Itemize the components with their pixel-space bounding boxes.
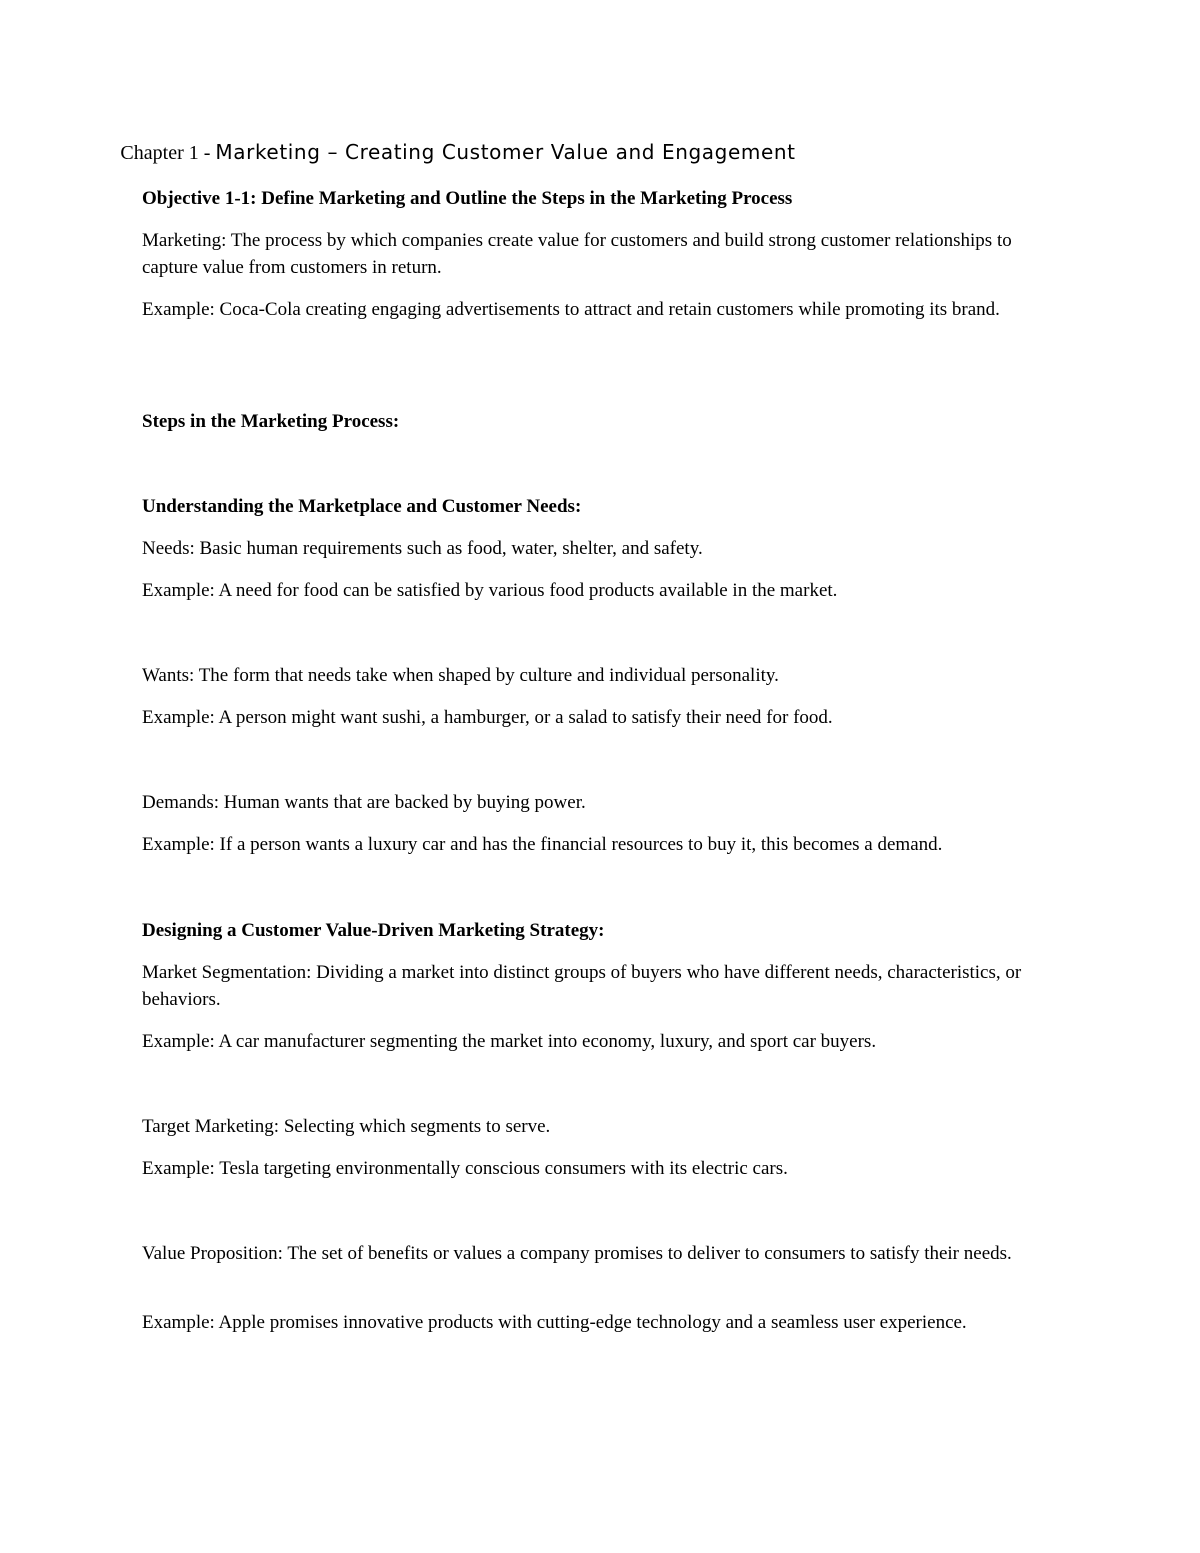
designing-heading: Designing a Customer Value-Driven Marketing Strategy: — [142, 920, 605, 941]
targeting-definition: Target Marketing: Selecting which segments to serve. — [142, 1116, 551, 1137]
targeting-example: Example: Tesla targeting environmentally conscious consumers with its electric cars. — [142, 1158, 788, 1179]
demands-definition: Demands: Human wants that are backed by buying power. — [142, 792, 586, 813]
value-proposition-definition: Value Proposition: The set of benefits or values a company promises to deliver to consumers to satisfy their needs. — [142, 1243, 1012, 1264]
wants-example: Example: A person might want sushi, a hamburger, or a salad to satisfy their need for food. — [142, 707, 833, 728]
understanding-heading: Understanding the Marketplace and Customer Needs: — [142, 496, 582, 517]
steps-heading: Steps in the Marketing Process: — [142, 411, 400, 432]
value-proposition-example: Example: Apple promises innovative products with cutting-edge technology and a seamless user experience. — [142, 1312, 967, 1333]
segmentation-definition: Market Segmentation: Dividing a market into distinct groups of buyers who have different needs, characteristics, or behaviors. — [142, 962, 1022, 1010]
title-topic: Marketing – Creating Customer Value and Engagement — [215, 140, 796, 164]
wants-definition: Wants: The form that needs take when shaped by culture and individual personality. — [142, 665, 779, 686]
marketing-definition: Marketing: The process by which companies create value for customers and build strong customer relationships to capture value from customers in return. — [142, 230, 1012, 278]
document-title — [0, 140, 1058, 165]
demands-example: Example: If a person wants a luxury car and has the financial resources to buy it, this becomes a demand. — [142, 834, 943, 855]
title-chapter: Chapter 1 - — [120, 142, 216, 164]
objective-heading: Objective 1-1: Define Marketing and Outline the Steps in the Marketing Process — [142, 188, 793, 209]
segmentation-example: Example: A car manufacturer segmenting the market into economy, luxury, and sport car buyers. — [142, 1031, 877, 1052]
marketing-example: Example: Coca-Cola creating engaging advertisements to attract and retain customers while promoting its brand. — [142, 299, 1000, 320]
needs-example: Example: A need for food can be satisfied by various food products available in the market. — [142, 580, 838, 601]
needs-definition: Needs: Basic human requirements such as food, water, shelter, and safety. — [142, 538, 703, 559]
